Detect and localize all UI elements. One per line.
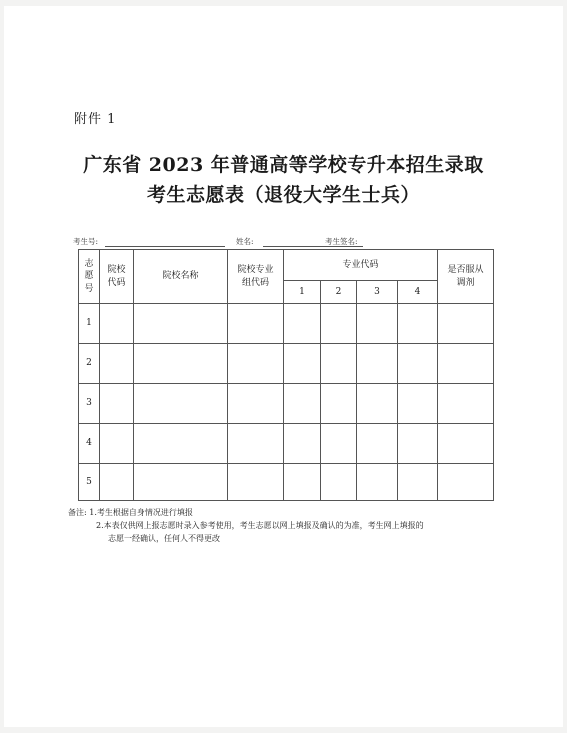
major-subcol-3: 3 xyxy=(357,281,398,304)
cell-school-name[interactable] xyxy=(134,464,228,501)
table-row xyxy=(79,304,494,344)
header-school-name: 院校名称 xyxy=(134,250,228,304)
document-title-line1: 广东省 2023 年普通高等学校专升本招生录取 xyxy=(83,154,484,176)
cell-major-2[interactable] xyxy=(321,384,357,424)
cell-group-code[interactable] xyxy=(228,424,284,464)
exam-number-line xyxy=(105,246,225,247)
cell-group-code[interactable] xyxy=(228,384,284,424)
preference-table xyxy=(78,249,494,501)
note-line-2: 2.本表仅供网上报志愿时录入参考使用，考生志愿以网上填报及确认的为准，考生网上填报的 xyxy=(96,521,424,530)
row-number: 5 xyxy=(79,464,100,501)
cell-adjust[interactable] xyxy=(438,304,494,344)
table-row xyxy=(79,424,494,464)
table-row xyxy=(79,384,494,424)
cell-school-name[interactable] xyxy=(134,344,228,384)
cell-major-1[interactable] xyxy=(284,304,321,344)
cell-adjust[interactable] xyxy=(438,464,494,501)
cell-major-3[interactable] xyxy=(357,304,398,344)
signature-label: 考生签名: xyxy=(325,237,358,246)
cell-school-code[interactable] xyxy=(100,464,134,501)
cell-major-1[interactable] xyxy=(284,384,321,424)
applicant-info-row xyxy=(73,236,493,250)
exam-number-label: 考生号: xyxy=(73,237,99,246)
cell-major-1[interactable] xyxy=(284,344,321,384)
cell-major-1[interactable] xyxy=(284,424,321,464)
row-number: 1 xyxy=(79,304,100,344)
cell-group-code[interactable] xyxy=(228,464,284,501)
note-line-3: 志愿一经确认，任何人不得更改 xyxy=(108,534,220,543)
attachment-label: 附件 1 xyxy=(74,112,117,127)
header-major-code: 专业代码 xyxy=(284,250,438,281)
cell-major-4[interactable] xyxy=(398,384,438,424)
cell-adjust[interactable] xyxy=(438,424,494,464)
cell-major-4[interactable] xyxy=(398,424,438,464)
cell-major-2[interactable] xyxy=(321,464,357,501)
cell-major-3[interactable] xyxy=(357,424,398,464)
cell-school-code[interactable] xyxy=(100,344,134,384)
header-group-code: 院校专业 组代码 xyxy=(228,250,284,304)
major-subcol-2: 2 xyxy=(321,281,357,304)
cell-group-code[interactable] xyxy=(228,304,284,344)
cell-school-name[interactable] xyxy=(134,384,228,424)
cell-major-2[interactable] xyxy=(321,344,357,384)
cell-school-name[interactable] xyxy=(134,424,228,464)
cell-school-name[interactable] xyxy=(134,304,228,344)
cell-major-4[interactable] xyxy=(398,464,438,501)
major-subcol-1: 1 xyxy=(284,281,321,304)
document-title-line2: 考生志愿表（退役大学生士兵） xyxy=(146,184,420,206)
cell-major-3[interactable] xyxy=(357,384,398,424)
name-label: 姓名: xyxy=(236,237,254,246)
table-row xyxy=(79,344,494,384)
cell-school-code[interactable] xyxy=(100,384,134,424)
row-number: 3 xyxy=(79,384,100,424)
cell-major-2[interactable] xyxy=(321,304,357,344)
header-choice-no: 志 愿 号 xyxy=(79,250,100,304)
cell-major-4[interactable] xyxy=(398,344,438,384)
row-number: 4 xyxy=(79,424,100,464)
cell-school-code[interactable] xyxy=(100,424,134,464)
table-row xyxy=(79,464,494,501)
header-school-code: 院校 代码 xyxy=(100,250,134,304)
cell-school-code[interactable] xyxy=(100,304,134,344)
header-adjust: 是否服从 调剂 xyxy=(438,250,494,304)
cell-major-2[interactable] xyxy=(321,424,357,464)
cell-adjust[interactable] xyxy=(438,344,494,384)
cell-major-3[interactable] xyxy=(357,344,398,384)
major-subcol-4: 4 xyxy=(398,281,438,304)
cell-major-4[interactable] xyxy=(398,304,438,344)
cell-group-code[interactable] xyxy=(228,344,284,384)
note-line-1: 备注: 1.考生根据自身情况进行填报 xyxy=(68,508,193,517)
cell-major-1[interactable] xyxy=(284,464,321,501)
cell-major-3[interactable] xyxy=(357,464,398,501)
row-number: 2 xyxy=(79,344,100,384)
cell-adjust[interactable] xyxy=(438,384,494,424)
